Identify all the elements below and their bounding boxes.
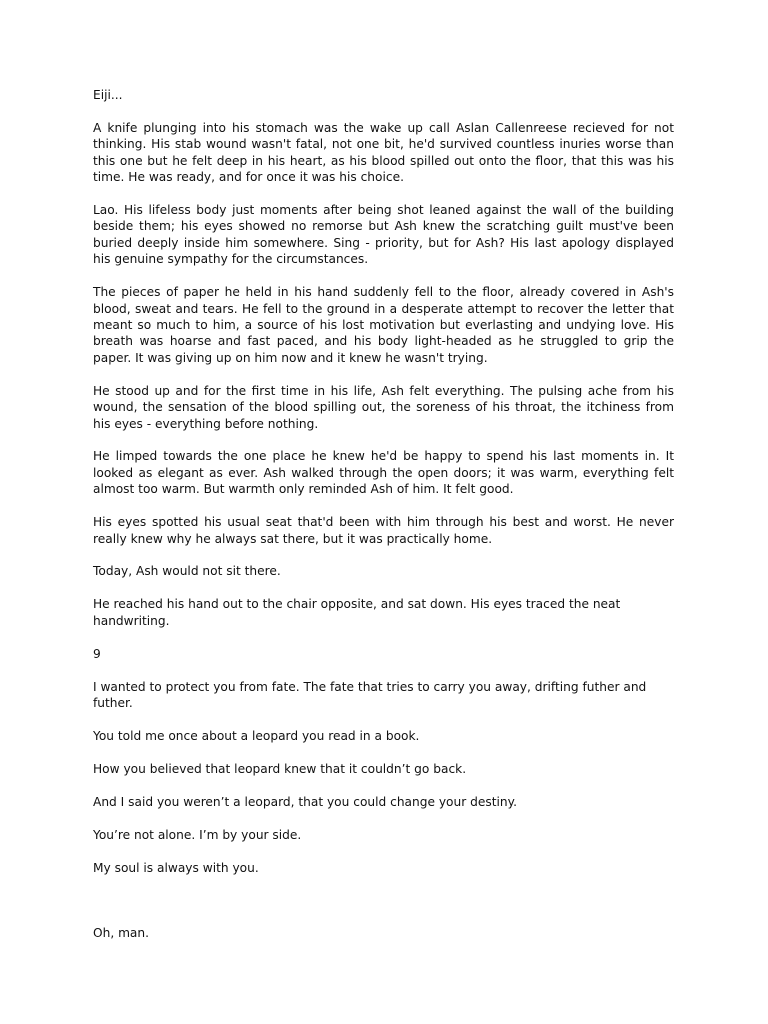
letter-line: You told me once about a leopard you read in a book. — [93, 728, 420, 743]
body-paragraph: A knife plunging into his stomach was the wake up call Aslan Callenreese recieved for not thinking. His stab wound wasn't fatal, not one bit, he'd survived countless inuries worse than this one but he felt deep in his heart, as his blood spilled out onto the floor, that this was his time. He was ready, and for once it was his choice. — [93, 120, 674, 185]
greeting-line: Eiji... — [93, 88, 123, 102]
body-paragraph: He limped towards the one place he knew he'd be happy to spend his last moments in. It looked as elegant as ever. Ash walked through the open doors; it was warm, everything felt almost too warm. But warmth only reminded Ash of him. It felt good. — [93, 449, 674, 497]
body-paragraph: The pieces of paper he held in his hand suddenly fell to the floor, already covered in Ash's blood, sweat and tears. He fell to the ground in a desperate attempt to recover the letter that meant so much to him, a source of his lost motivation but everlasting and undying love. His breath was hoarse and fast paced, and his body light-headed as he struggled to grip the paper. It was giving up on him now and it knew he wasn't trying. — [93, 285, 674, 365]
section-number: 9 — [93, 646, 101, 661]
body-paragraph: He reached his hand out to the chair opposite, and sat down. His eyes traced the neat handwriting. — [93, 597, 621, 628]
letter-line: My soul is always with you. — [93, 860, 259, 875]
letter-line: You’re not alone. I’m by your side. — [93, 827, 302, 842]
letter-line: And I said you weren’t a leopard, that you could change your destiny. — [93, 794, 517, 809]
body-paragraph: His eyes spotted his usual seat that'd been with him through his best and worst. He never really knew why he always sat there, but it was practically home. — [93, 515, 674, 546]
body-paragraph: Lao. His lifeless body just moments after being shot leaned against the wall of the building beside them; his eyes showed no remorse but Ash knew the scratching guilt must've been buried deeply inside him somewhere. Sing - priority, but for Ash? His last apology displayed his genuine sympathy for the circumstances. — [93, 203, 674, 267]
body-paragraph: Today, Ash would not sit there. — [93, 564, 281, 579]
body-paragraph: He stood up and for the first time in his life, Ash felt everything. The pulsing ache from his wound, the sensation of the blood spilling out, the soreness of his throat, the itchiness from his eyes - everything before nothing. — [93, 383, 674, 431]
letter-line: How you believed that leopard knew that it couldn’t go back. — [93, 761, 467, 776]
closing-line: Oh, man. — [93, 925, 150, 940]
letter-line: I wanted to protect you from fate. The fate that tries to carry you away, drifting futher and futher. — [93, 679, 647, 710]
document-page — [93, 87, 674, 958]
